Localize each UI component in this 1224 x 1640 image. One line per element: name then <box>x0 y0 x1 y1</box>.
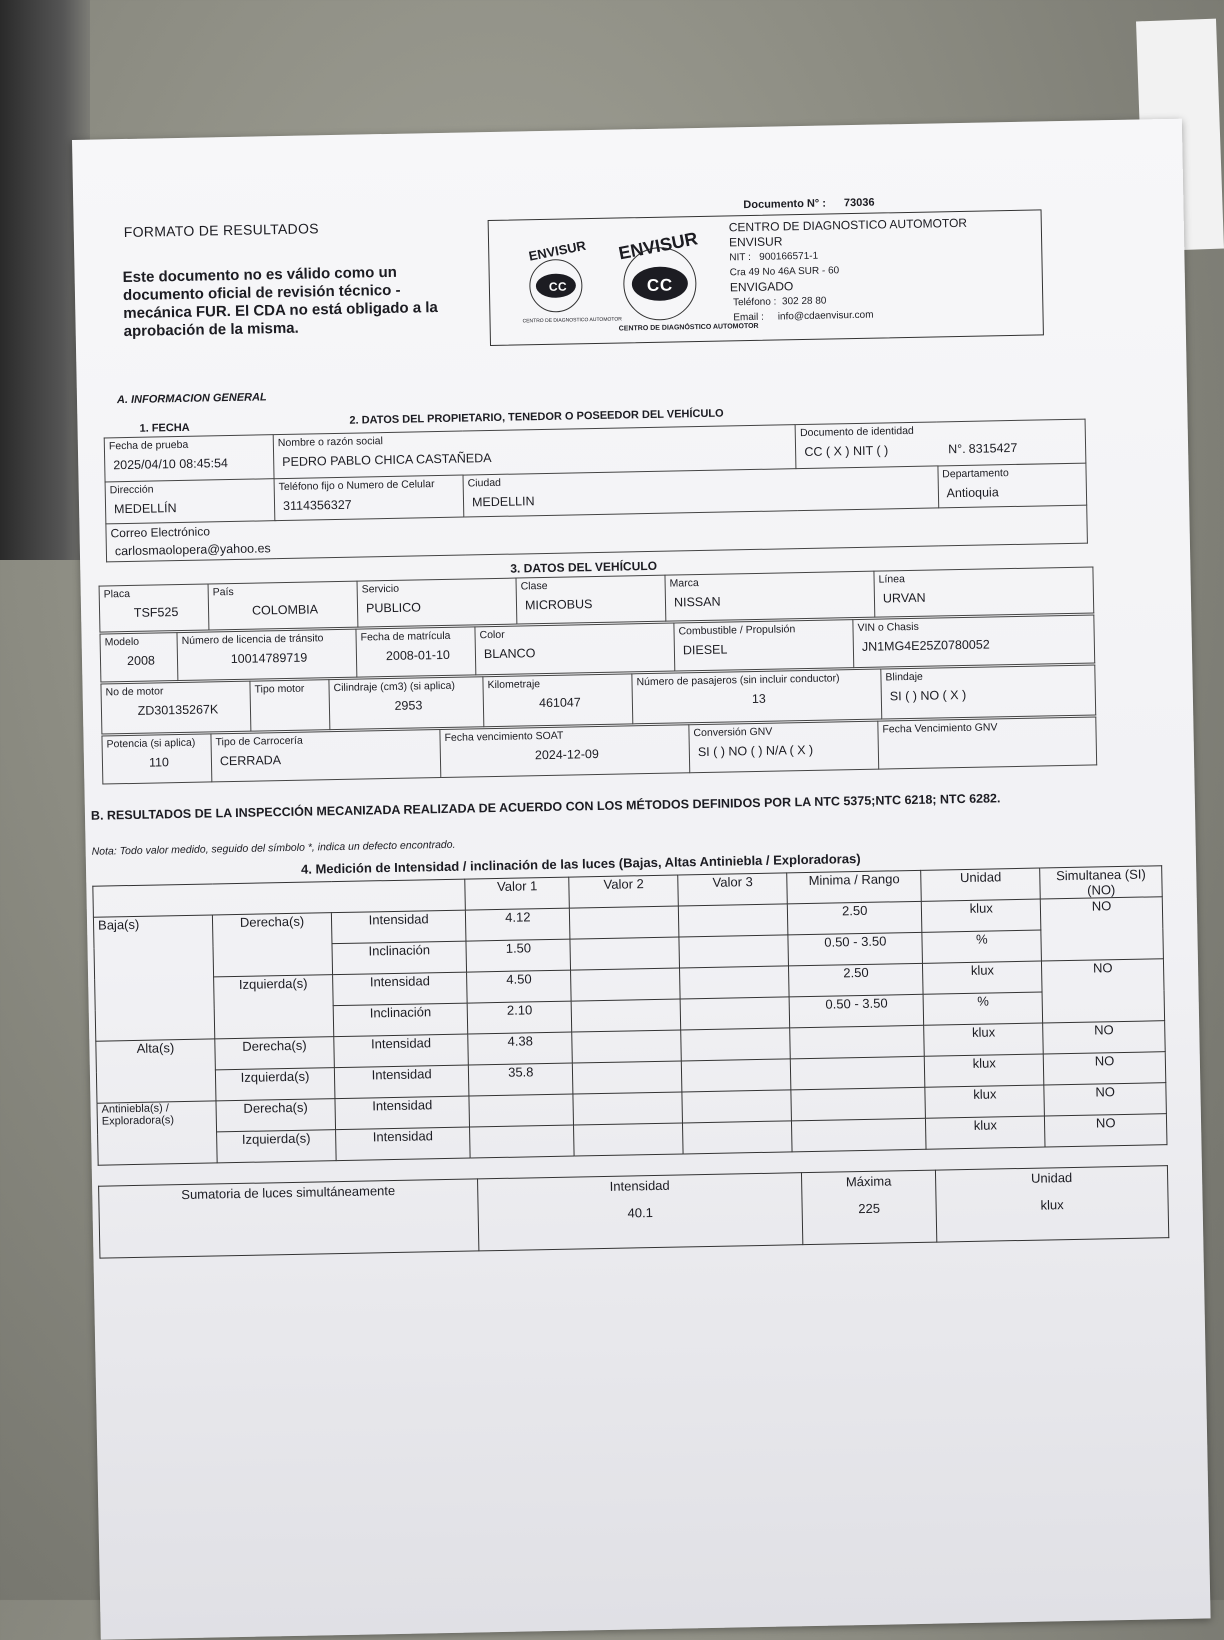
row0-min: 2.50 <box>788 901 923 935</box>
motor-cell: No de motor ZD30135267K <box>101 681 251 734</box>
company-nit: NIT : 900166571-1 <box>729 250 819 264</box>
motor-value: ZD30135267K <box>137 702 219 718</box>
company-info <box>729 216 969 326</box>
row6-unit: klux <box>925 1085 1045 1118</box>
modelo-value: 2008 <box>126 653 156 669</box>
direccion-value: MEDELLÍN <box>113 501 177 517</box>
header-simultanea: Simultanea (SI) (NO) <box>1040 866 1162 899</box>
row2-unit: klux <box>923 961 1043 994</box>
row0-v1: 4.12 <box>466 908 571 941</box>
owner-section-title: 2. DATOS DEL PROPIETARIO, TENEDOR O POSEEDOR DEL VEHÍCULO <box>349 407 724 427</box>
svg-text:ENVISUR: ENVISUR <box>616 228 700 264</box>
svg-text:C: C <box>557 279 567 294</box>
svg-text:C: C <box>548 279 558 294</box>
row5-sim: NO <box>1044 1052 1166 1085</box>
combustible-cell: Combustible / Propulsión DIESEL <box>674 620 854 671</box>
ciudad-cell: Ciudad MEDELLIN <box>463 466 938 517</box>
antiniebla-derecha: Derecha(s) <box>216 1099 336 1132</box>
gnv-cell: Conversión GNV SI ( ) NO ( ) N/A ( X ) <box>689 721 879 773</box>
svg-text:ENVISUR: ENVISUR <box>527 237 588 264</box>
results-document <box>72 119 1211 1640</box>
row3-min: 0.50 - 3.50 <box>789 994 924 1028</box>
row0-measure: Intensidad <box>331 910 466 944</box>
pais-cell: País COLOMBIA <box>208 581 358 630</box>
header-minima: Minima / Rango <box>787 870 922 904</box>
row2-measure: Intensidad <box>333 972 468 1006</box>
blindaje-value: SI ( ) NO ( X ) <box>889 687 967 704</box>
km-value: 461047 <box>538 695 581 711</box>
matricula-value: 2008-01-10 <box>385 647 451 664</box>
row4-sim: NO <box>1043 1021 1165 1054</box>
svg-text:CENTRO DE DIAGNOSTICO AUTOMOTO: CENTRO DE DIAGNOSTICO AUTOMOTOR <box>522 316 622 325</box>
color-value: BLANCO <box>483 646 536 662</box>
gnv-venc-value <box>883 738 1092 742</box>
row0-unit: klux <box>922 899 1042 932</box>
row4-unit: klux <box>924 1023 1044 1056</box>
marca-value: NISSAN <box>673 594 721 610</box>
placa-value: TSF525 <box>133 605 179 620</box>
row7-unit: klux <box>926 1116 1046 1149</box>
linea-cell: Línea URVAN <box>874 567 1094 617</box>
header-valor1: Valor 1 <box>465 877 570 910</box>
company-address: Cra 49 No 46A SUR - 60 <box>729 265 840 279</box>
header-valor2: Valor 2 <box>569 875 679 908</box>
soat-cell: Fecha vencimiento SOAT 2024-12-09 <box>440 725 690 778</box>
row3-unit: % <box>923 992 1043 1025</box>
company-box <box>488 209 1044 346</box>
km-cell: Kilometraje 461047 <box>483 674 633 727</box>
row7-sim: NO <box>1045 1114 1167 1147</box>
lights-table <box>92 865 1167 1165</box>
row2-min: 2.50 <box>789 963 924 997</box>
pasajeros-cell: Número de pasajeros (sin incluir conductor) 13 <box>632 669 882 724</box>
servicio-value: PUBLICO <box>365 600 422 616</box>
pasajeros-value: 13 <box>751 691 766 707</box>
sum-label: Sumatoria de luces simultáneamente <box>99 1179 479 1258</box>
svg-text:C: C <box>659 275 673 295</box>
row4-v1: 4.38 <box>468 1032 573 1065</box>
nombre-value: PEDRO PABLO CHICA CASTAÑEDA <box>282 451 492 470</box>
potencia-value: 110 <box>148 755 170 770</box>
licencia-cell: Número de licencia de tránsito 10014789719 <box>177 629 357 680</box>
soat-value: 2024-12-09 <box>534 747 599 763</box>
color-cell: Color BLANCO <box>475 623 675 675</box>
svg-text:CENTRO DE DIAGNÓSTICO AUTOMOTO: CENTRO DE DIAGNÓSTICO AUTOMOTOR <box>618 322 759 333</box>
doc-id-number: 8315427 <box>968 440 1018 456</box>
vehicle-section-title: 3. DATOS DEL VEHÍCULO <box>510 558 658 576</box>
combustible-value: DIESEL <box>682 642 728 658</box>
lights-title: 4. Medición de Intensidad / inclinación de las luces (Bajas, Altas Antiniebla / Exploradoras) <box>300 850 861 877</box>
section-b-note: Nota: Todo valor medido, seguido del símbolo *, indica un defecto encontrado. <box>91 838 456 858</box>
sum-unit-cell: Unidad klux <box>935 1166 1168 1242</box>
telefono-cell: Teléfono fijo o Numero de Celular 3114356327 <box>274 475 464 521</box>
potencia-cell: Potencia (si aplica) 110 <box>102 734 212 784</box>
tipo-motor-cell: Tipo motor <box>250 680 330 732</box>
linea-value: URVAN <box>882 590 926 606</box>
baja-derecha: Derecha(s) <box>212 913 332 977</box>
svg-text:C: C <box>646 275 660 295</box>
header-unidad: Unidad <box>921 868 1041 901</box>
company-name-line2: ENVISUR <box>728 234 783 250</box>
fecha-prueba-cell: Fecha de prueba 2025/04/10 08:45:54 <box>104 435 274 482</box>
row5-v1: 35.8 <box>469 1063 574 1096</box>
carroceria-value: CERRADA <box>219 753 282 769</box>
header-valor3: Valor 3 <box>678 873 788 906</box>
sum-table <box>98 1165 1169 1259</box>
licencia-value: 10014789719 <box>230 650 308 667</box>
row2-sim: NO <box>1042 959 1165 1023</box>
servicio-cell: Servicio PUBLICO <box>357 578 517 627</box>
carroceria-cell: Tipo de Carrocería CERRADA <box>211 730 441 782</box>
sum-max-cell: Máxima 225 <box>801 1170 936 1245</box>
row1-unit: % <box>922 930 1042 963</box>
company-city: ENVIGADO <box>729 279 794 295</box>
row3-measure: Inclinación <box>333 1003 468 1037</box>
sum-max-value: 225 <box>858 1200 881 1217</box>
correo-cell: Correo Electrónico carlosmaolopera@yahoo.es <box>106 505 1088 562</box>
doc-id-cell: Documento de identidad CC ( X ) NIT ( ) N°. 8315427 <box>795 419 1086 469</box>
placa-cell: Placa TSF525 <box>99 584 209 632</box>
blindaje-cell: Blindaje SI ( ) NO ( X ) <box>881 665 1096 719</box>
cilindraje-value: 2953 <box>394 698 423 713</box>
row0-sim: NO <box>1041 897 1164 961</box>
gnv-venc-cell: Fecha Vencimiento GNV <box>878 717 1097 769</box>
row5-measure: Intensidad <box>334 1065 469 1099</box>
sum-intensity-cell: Intensidad 40.1 <box>478 1173 803 1251</box>
gnv-value: SI ( ) NO ( ) N/A ( X ) <box>697 742 814 760</box>
row7-measure: Intensidad <box>336 1127 471 1161</box>
telefono-value: 3114356327 <box>282 497 352 514</box>
row2-v1: 4.50 <box>467 970 572 1003</box>
row1-min: 0.50 - 3.50 <box>788 932 923 966</box>
fecha-prueba-value: 2025/04/10 08:45:54 <box>113 456 229 473</box>
departamento-cell: Departamento Antioquia <box>938 463 1087 508</box>
document-title: FORMATO DE RESULTADOS <box>123 220 319 241</box>
row5-unit: klux <box>925 1054 1045 1087</box>
company-phone: Teléfono : 302 28 80 <box>732 295 827 309</box>
row6-sim: NO <box>1044 1083 1166 1116</box>
marca-cell: Marca NISSAN <box>665 571 875 621</box>
tipo-motor-value <box>255 700 325 701</box>
departamento-value: Antioquia <box>946 485 999 501</box>
document-number: Documento N° : 73036 <box>743 196 875 212</box>
sum-unit-value: klux <box>1040 1197 1064 1213</box>
alta-izquierda: Izquierda(s) <box>215 1068 335 1101</box>
antiniebla-izquierda: Izquierda(s) <box>217 1130 337 1163</box>
section-a-title: A. INFORMACION GENERAL <box>116 391 267 407</box>
cilindraje-cell: Cilindraje (cm3) (si aplica) 2953 <box>329 677 484 730</box>
group-antiniebla: Antiniebla(s) / Exploradora(s) <box>97 1101 217 1165</box>
baja-izquierda: Izquierda(s) <box>214 975 334 1039</box>
vin-cell: VIN o Chasis JN1MG4E25Z0780052 <box>853 615 1095 668</box>
nombre-cell: Nombre o razón social PEDRO PABLO CHICA CASTAÑEDA <box>273 425 796 479</box>
modelo-cell: Modelo 2008 <box>100 633 178 682</box>
company-name-line1: CENTRO DE DIAGNOSTICO AUTOMOTOR <box>728 215 968 235</box>
row3-v1: 2.10 <box>467 1001 572 1034</box>
envisur-logo <box>507 228 759 342</box>
sum-intensity-value: 40.1 <box>627 1205 653 1221</box>
fecha-section-title: 1. FECHA <box>139 421 190 435</box>
pais-value: COLOMBIA <box>251 602 319 618</box>
row1-v1: 1.50 <box>466 939 571 972</box>
ciudad-value: MEDELLIN <box>471 494 535 510</box>
company-email: Email : info@cdaenvisur.com <box>733 309 874 324</box>
disclaimer-text: Este documento no es válido como un documento oficial de revisión técnico - mecánica FUR. El CDA no está obligado a la aprobación de la misma. <box>122 263 438 341</box>
correo-value: carlosmaolopera@yahoo.es <box>114 541 271 559</box>
group-alta: Alta(s) <box>96 1039 216 1103</box>
owner-table <box>104 419 1088 563</box>
row1-measure: Inclinación <box>332 941 467 975</box>
direccion-cell: Dirección MEDELLÍN <box>105 479 275 524</box>
doc-id-type: CC ( X ) NIT ( ) <box>804 443 889 459</box>
group-baja: Baja(s) <box>93 915 214 1041</box>
clase-value: MICROBUS <box>524 597 593 613</box>
section-b-title: B. RESULTADOS DE LA INSPECCIÓN MECANIZADA REALIZADA DE ACUERDO CON LOS MÉTODOS DEFINIDOS POR LA NTC 5375;NTC 6218; NTC 6282. <box>90 791 1001 823</box>
matricula-cell: Fecha de matrícula 2008-01-10 <box>356 627 476 677</box>
vin-value: JN1MG4E25Z0780052 <box>861 637 990 654</box>
row6-measure: Intensidad <box>335 1096 470 1130</box>
row4-measure: Intensidad <box>334 1034 469 1068</box>
clase-cell: Clase MICROBUS <box>516 575 666 624</box>
alta-derecha: Derecha(s) <box>215 1037 335 1070</box>
